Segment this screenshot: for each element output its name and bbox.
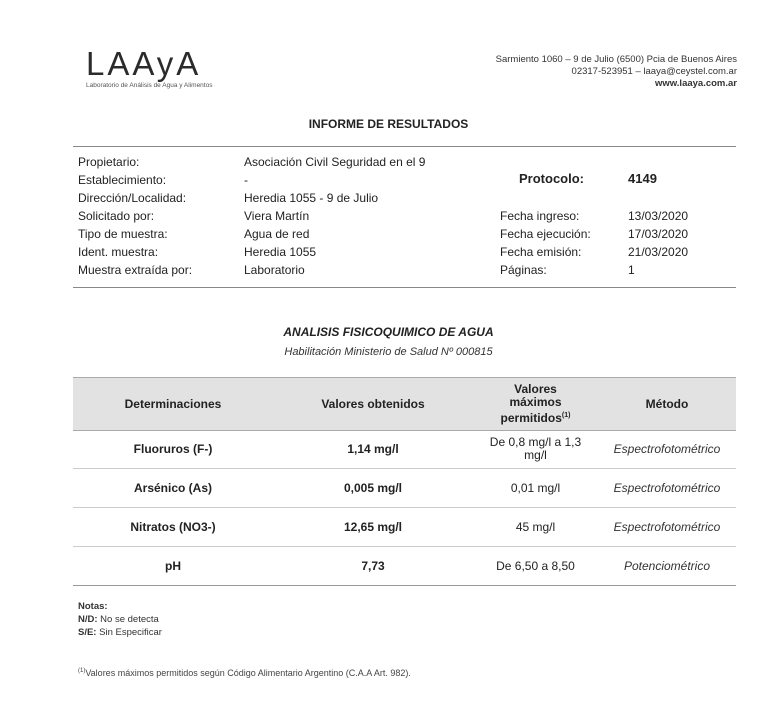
info-row	[78, 262, 738, 278]
max-allowed-value: De 0,8 mg/l a 1,3 mg/l	[489, 435, 582, 462]
divider	[73, 287, 736, 288]
info-label: Solicitado por:	[78, 209, 155, 223]
max-allowed-value: De 6,50 a 8,50	[496, 558, 575, 573]
info-value: 1	[628, 263, 635, 277]
logo-text: LAAyA	[86, 45, 202, 82]
note-item	[78, 613, 162, 626]
info-label: Establecimiento:	[78, 173, 167, 187]
info-label: Muestra extraída por:	[78, 263, 193, 277]
analysis-title: ANALISIS FISICOQUIMICO DE AGUA	[283, 325, 494, 339]
obtained-value: 7,73	[361, 558, 385, 573]
lab-phone-email: 02317-523951 – laaya@ceystel.com.ar	[571, 66, 737, 77]
column-header-method: Método	[645, 396, 689, 411]
info-value: -	[244, 173, 248, 187]
info-label: Propietario:	[78, 155, 140, 169]
obtained-value: 1,14 mg/l	[347, 441, 399, 456]
header-line: Valores	[514, 382, 557, 396]
protocol-label: Protocolo:	[519, 171, 584, 186]
info-label: Fecha ejecución:	[500, 227, 591, 241]
header-line: permitidos	[500, 411, 562, 425]
determination-name: Nitratos (NO3-)	[130, 519, 216, 534]
footnote-marker: (1)	[78, 668, 86, 674]
info-row	[78, 208, 738, 224]
footnote	[78, 668, 411, 678]
info-value: 13/03/2020	[628, 209, 689, 223]
lab-contact	[496, 54, 737, 90]
lab-website: www.laaya.com.ar	[654, 78, 737, 89]
info-row	[78, 244, 738, 260]
footnote-marker: (1)	[561, 412, 571, 419]
lab-logo	[86, 47, 276, 89]
info-label: Fecha ingreso:	[500, 209, 580, 223]
divider	[73, 146, 736, 147]
table-row	[73, 547, 736, 586]
info-label: Páginas:	[500, 263, 547, 277]
method: Espectrofotométrico	[613, 519, 721, 534]
max-allowed-value: 45 mg/l	[515, 519, 556, 534]
table-row	[73, 508, 736, 547]
table-row	[73, 430, 736, 469]
note-key: N/D:	[78, 614, 98, 625]
method: Espectrofotométrico	[613, 441, 721, 456]
info-label: Tipo de muestra:	[78, 227, 168, 241]
table-row	[73, 469, 736, 508]
analysis-subtitle: Habilitación Ministerio de Salud Nº 000815	[284, 346, 493, 358]
info-value: Heredia 1055	[244, 245, 317, 259]
lab-address: Sarmiento 1060 – 9 de Julio (6500) Pcia de Buenos Aires	[495, 54, 737, 65]
notes-title: Notas:	[78, 601, 108, 612]
determination-name: Fluoruros (F-)	[133, 441, 213, 456]
info-value: Agua de red	[244, 227, 310, 241]
method: Potenciométrico	[623, 558, 711, 573]
info-label: Dirección/Localidad:	[78, 191, 187, 205]
note-text: No se detecta	[100, 614, 159, 625]
info-label: Fecha emisión:	[500, 245, 582, 259]
obtained-value: 12,65 mg/l	[343, 519, 403, 534]
protocol-number: 4149	[628, 171, 657, 186]
info-value: Laboratorio	[244, 263, 305, 277]
logo-subtitle: Laboratorio de Análisis de Agua y Alimentos	[86, 82, 213, 89]
determination-name: pH	[165, 558, 181, 573]
note-item	[78, 626, 162, 639]
report-title: INFORME DE RESULTADOS	[308, 117, 469, 131]
info-value: Viera Martín	[244, 209, 310, 223]
info-row	[78, 226, 738, 242]
info-value: 17/03/2020	[628, 227, 689, 241]
note-key: S/E:	[78, 627, 97, 638]
results-table-header	[73, 377, 736, 431]
info-label: Ident. muestra:	[78, 245, 159, 259]
info-value: 21/03/2020	[628, 245, 689, 259]
column-header-max-allowed	[473, 378, 598, 430]
method: Espectrofotométrico	[613, 480, 721, 495]
note-text: Sin Especificar	[99, 627, 162, 638]
info-value: Heredia 1055 - 9 de Julio	[244, 191, 379, 205]
header-line: máximos	[509, 395, 562, 409]
obtained-value: 0,005 mg/l	[343, 480, 403, 495]
column-header-values: Valores obtenidos	[321, 396, 425, 411]
column-header-determinations: Determinaciones	[124, 396, 222, 411]
notes	[78, 600, 162, 639]
footnote-text: Valores máximos permitidos según Código Alimentario Argentino (C.A.A Art. 982).	[85, 668, 411, 678]
determination-name: Arsénico (As)	[133, 480, 213, 495]
info-value: Asociación Civil Seguridad en el 9	[244, 155, 426, 169]
max-allowed-value: 0,01 mg/l	[510, 480, 561, 495]
